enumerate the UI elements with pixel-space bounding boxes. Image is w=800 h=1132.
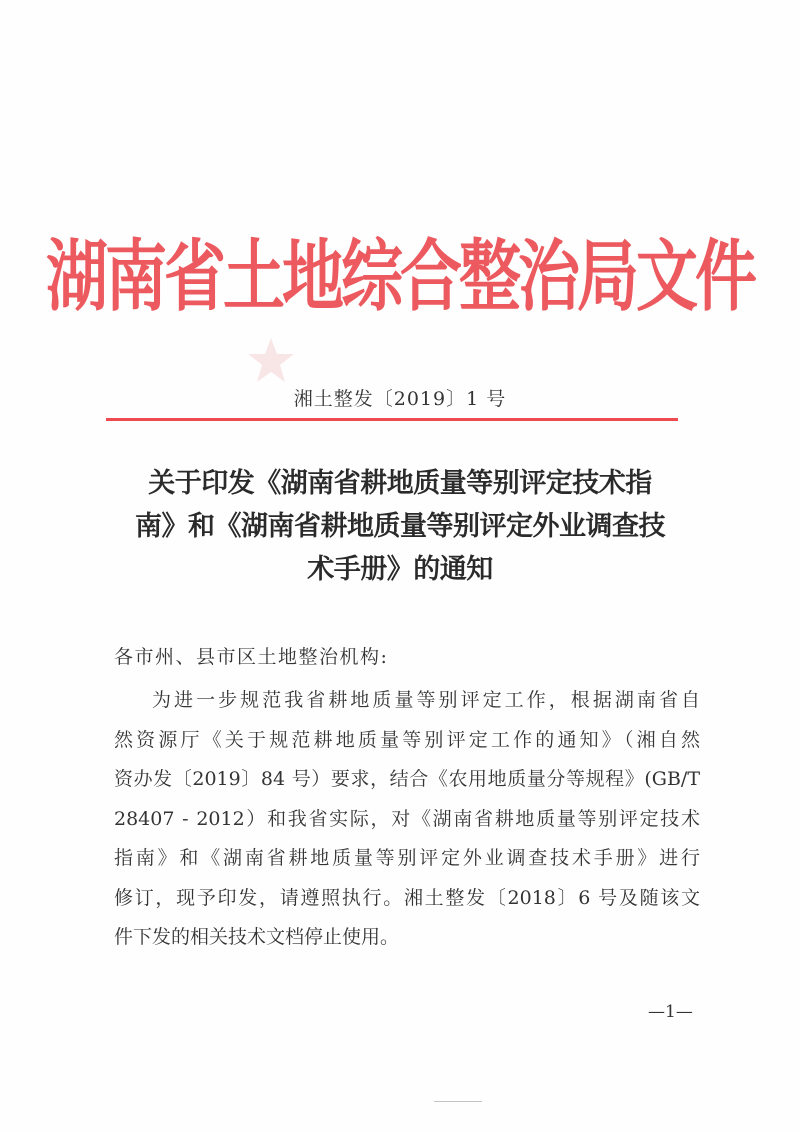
body-line: 指南》和《湖南省耕地质量等别评定外业调查技术手册》进行 xyxy=(114,847,700,869)
seal-star-icon xyxy=(246,336,296,384)
body-line: 为进一步规范我省耕地质量等别评定工作，根据湖南省自 xyxy=(152,689,700,711)
body-line: 资办发〔2019〕84 号）要求，结合《农用地质量分等规程》(GB/T xyxy=(114,768,700,790)
notice-title xyxy=(110,462,690,591)
document-masthead: 湖南省土地综合整治局文件 xyxy=(45,230,754,322)
title-line: 术手册》的通知 xyxy=(307,554,493,585)
addressee: 各市州、县市区土地整治机构: xyxy=(114,646,389,668)
title-line: 南》和《湖南省耕地质量等别评定外业调查技 xyxy=(135,511,665,542)
title-line: 关于印发《湖南省耕地质量等别评定技术指 xyxy=(148,468,652,499)
body-line: 然资源厅《关于规范耕地质量等别评定工作的通知》（湘自然 xyxy=(114,728,700,751)
body-paragraph xyxy=(114,681,700,958)
body-line: 件下发的相关技术文档停止使用。 xyxy=(114,926,400,948)
document-number: 湘土整发〔2019〕1 号 xyxy=(293,388,507,410)
red-divider-line xyxy=(106,418,678,421)
body-line: 修订，现予印发，请遵照执行。湘土整发〔2018〕6 号及随该文 xyxy=(114,886,700,909)
body-line: 28407 - 2012）和我省实际，对《湖南省耕地质量等别评定技术 xyxy=(114,807,700,830)
scan-artifact xyxy=(434,1101,482,1102)
page-number: —1— xyxy=(648,1002,693,1022)
